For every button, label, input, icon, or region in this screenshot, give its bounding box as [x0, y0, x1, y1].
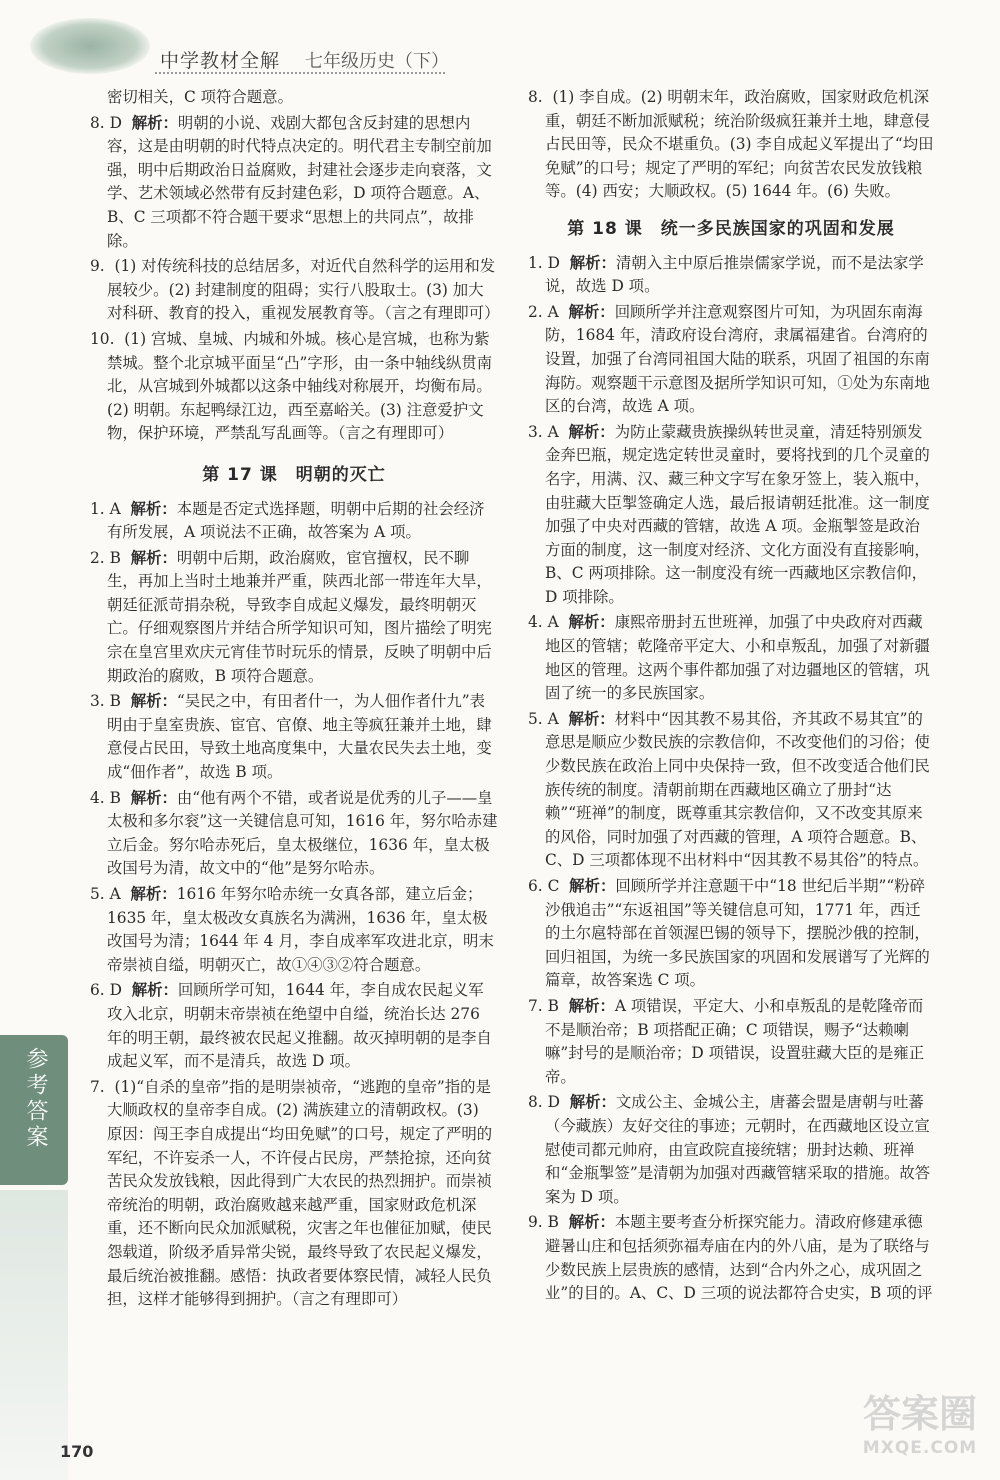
analysis-label: 解析： — [569, 253, 616, 272]
analysis-label: 解析： — [130, 885, 177, 903]
answer-item — [90, 787, 498, 881]
answer-text: (1) 李自成。(2) 明朝末年，政治腐败，国家财政危机深重，朝廷不断加派赋税；统治阶级疯狂兼并土地，肆意侵占民田等，民众不堪重负。(3) 李自成起义军提出了“均田免赋”的口号；规定了严明的军纪；向贫苦农民发放钱粮等。(4) 西安；大顺政权。(5) 1644 年。(6) 失败。 — [545, 88, 934, 201]
analysis-label: 解析： — [569, 877, 616, 895]
answer-number: 9. — [90, 257, 105, 276]
page-header — [0, 0, 1000, 82]
answer-item — [90, 255, 498, 326]
answer-text: 清朝入主中原后推崇儒家学说，而不是法家学说，故选 D 项。 — [545, 253, 924, 296]
answer-item — [90, 112, 498, 254]
answer-text: 本题是否定式选择题，明朝中后期的社会经济有所发展，A 项说法不正确，故答案为 A 项。 — [107, 499, 485, 542]
section-tab-label: 参考答案 — [23, 1047, 48, 1151]
answer-item — [528, 301, 934, 419]
answer-item — [528, 708, 934, 873]
analysis-label: 解析： — [568, 1213, 615, 1232]
side-decoration — [0, 1190, 68, 1480]
analysis-label: 解析： — [568, 422, 615, 441]
answer-item — [90, 498, 498, 545]
answer-text: (1)“自杀的皇帝”指的是明崇祯帝，“逃跑的皇帝”指的是大顺政权的皇帝李自成。(2) 满族建立的清朝政权。(3) 原因：闯王李自成提出“均田免赋”的口号，规定了严明的军纪，不许妄杀一人，不许侵占民房，严禁抢掠，还向贫苦民众发放钱粮，因此得到广大农民的热烈拥护。而崇祯帝统治的明朝，政治腐败越来越严重，国家财政危机深重，还不断向民众加派赋税，灾害之年也催征加赋，使民怨载道，阶级矛盾异常尖锐，最终导致了农民起义爆发，最后统治被推翻。感悟：执政者要体察民情，减轻人民负担，这样才能够得到拥护。（言之有理即可） — [107, 1077, 493, 1309]
answer-number: 4. B — [90, 788, 121, 807]
answer-text: 康熙帝册封五世班禅，加强了中央政府对西藏地区的管辖；乾隆帝平定大、小和卓叛乱，加强了对新疆地区的管理。这两个事件都加强了对边疆地区的管辖，巩固了统一的多民族国家。 — [545, 613, 930, 703]
analysis-label: 解析： — [130, 692, 177, 711]
answer-item — [90, 1076, 498, 1312]
book-subtitle: 七年级历史（下） — [305, 51, 449, 72]
book-title: 中学教材全解 — [160, 50, 281, 72]
right-top-answers — [528, 86, 934, 204]
answer-number: 8. D — [528, 1093, 560, 1112]
answer-text: 本题主要考查分析探究能力。清政府修建承德避暑山庄和包括须弥福寿庙在内的外八庙，是为了联络与少数民族上层贵族的感情，达到“合内外之心，成巩固之业”的目的。A、C、D 三项的说法都符合史实，B 项的评 — [545, 1213, 933, 1303]
answer-item — [528, 86, 934, 204]
answer-number: 3. B — [90, 692, 121, 711]
answer-number: 10. — [90, 329, 115, 348]
answer-item — [528, 995, 934, 1089]
answer-item — [90, 86, 498, 110]
answer-text: A 项错误，平定大、小和卓叛乱的是乾隆帝而不是顺治帝；B 项搭配正确；C 项错误，赐予“达赖喇嘛”封号的是顺治帝；D 项错误，设置驻藏大臣的是雍正帝。 — [545, 996, 925, 1086]
analysis-label: 解析： — [568, 613, 615, 632]
answer-text: (1) 对传统科技的总结居多，对近代自然科学的运用和发展较少。(2) 封建制度的阻碍；实行八股取士。(3) 加大对科研、教育的投入，重视发展教育等。（言之有理即可） — [107, 257, 500, 323]
answer-number: 1. D — [528, 253, 560, 272]
analysis-label: 解析： — [569, 1093, 616, 1112]
answer-text: 1616 年努尔哈赤统一女真各部，建立后金；1635 年，皇太极改女真族名为满洲，1636 年，皇太极改国号为清；1644 年 4 月，李自成率军攻进北京，明末帝崇祯自缢，明朝灭亡，故①④③②符合题意。 — [107, 885, 494, 974]
answer-item — [528, 252, 934, 299]
answer-text: 由“他有两个不错，或者说是优秀的儿子——皇太极和多尔衮”这一关键信息可知，1616 年，努尔哈赤建立后金。努尔哈赤死后，皇太极继位，1636 年，皇太极改国号为清，故文中的“他”是努尔哈赤。 — [107, 788, 498, 878]
lesson-18-title: 第 18 课 统一多民族国家的巩固和发展 — [567, 218, 895, 239]
header-divider — [155, 72, 445, 74]
analysis-label: 解析： — [568, 709, 615, 728]
left-top-answers — [90, 86, 498, 446]
answer-text: 密切相关，C 项符合题意。 — [107, 88, 293, 106]
answer-number: 2. A — [528, 302, 559, 321]
lesson-18-answers — [528, 252, 934, 1306]
analysis-label: 解析： — [131, 981, 178, 1000]
answer-number: 2. B — [90, 548, 121, 567]
answer-text: 明朝的小说、戏剧大都包含反封建的思想内容，这是由明朝的时代特点决定的。明代君主专制空前加强，明中后期政治日益腐败，封建社会逐步走向衰落，文学、艺术领域必然带有反封建色彩，D 项符合题意。A、B、C 三项都不符合题干要求“思想上的共同点”，故排除。 — [107, 113, 492, 250]
right-column — [528, 86, 934, 1308]
lesson-17-title: 第 17 课 明朝的灭亡 — [202, 464, 386, 485]
answer-text: 文成公主、金城公主，唐蕃会盟是唐朝与吐蕃（今藏族）友好交往的事迹；元朝时，在西藏地区设立宣慰使司都元帅府，由宣政院直接统辖；册封达赖、班禅和“金瓶掣签”是清朝为加强对西藏管辖采取的措施。故答案为 D 项。 — [545, 1093, 931, 1206]
answer-item — [90, 690, 498, 784]
answer-text: (1) 宫城、皇城、内城和外城。核心是宫城，也称为紫禁城。整个北京城平面呈“凸”字形，由一条中轴线纵贯南北，从宫城到外城都以这条中轴线对称展开，均衡布局。(2) 明朝。东起鸭绿江边，西至嘉峪关。(3) 注意爱护文物，保护环境，严禁乱写乱画等。（言之有理即可） — [107, 329, 493, 443]
watermark-logo — [845, 1390, 995, 1474]
page-number: 170 — [60, 1442, 94, 1461]
answer-number: 5. A — [90, 885, 121, 903]
answer-number: 6. C — [528, 877, 560, 895]
lesson-17-answers — [90, 498, 498, 1312]
analysis-label: 解析： — [131, 113, 178, 132]
answer-section-tab — [0, 1035, 68, 1185]
analysis-label: 解析： — [568, 996, 615, 1015]
answer-item — [528, 875, 934, 993]
left-column — [90, 86, 498, 1314]
answer-number: 4. A — [528, 613, 559, 632]
answer-number: 9. B — [528, 1213, 559, 1232]
answer-text: 回顾所学可知，1644 年，李自成农民起义军攻入北京，明朝末帝崇祯在绝望中自缢，统治长达 276 年的明王朝，最终被农民起义推翻。故灭掉明朝的是李自成起义军，而不是清兵，故选 D 项。 — [107, 981, 492, 1071]
answer-item — [90, 979, 498, 1073]
answer-number: 8. — [528, 88, 543, 106]
answer-text: 回顾所学并注意题干中“18 世纪后半期”“粉碎沙俄追击”“东返祖国”等关键信息可知，1771 年，西迁的土尔扈特部在首领渥巴锡的领导下，摆脱沙俄的控制，回归祖国，为统一多民族国家的巩固和发展谱写了光辉的篇章，故答案选 C 项。 — [545, 877, 930, 990]
watermark-url: MXQE.COM — [862, 1438, 978, 1458]
answer-item — [528, 421, 934, 610]
answer-text: 回顾所学并注意观察图片可知，为巩固东南海防，1684 年，清政府设台湾府，隶属福建省。台湾府的设置，加强了台湾同祖国大陆的联系，巩固了祖国的东南海防。观察题干示意图及据所学知识可知，①处为东南地区的台湾，故选 A 项。 — [545, 302, 930, 416]
answer-number: 6. D — [90, 981, 122, 1000]
answer-text: 材料中“因其教不易其俗，齐其政不易其宜”的意思是顺应少数民族的宗教信仰，不改变他们的习俗；使少数民族在政治上同中央保持一致，但不改变适合他们民族传统的制度。清朝前期在西藏地区确立了册封“达赖”“班禅”的制度，既尊重其宗教信仰，又不改变其原来的风俗，同时加强了对西藏的管理，A 项符合题意。B、C、D 三项都体现不出材料中“因其教不易其俗”的特点。 — [545, 709, 930, 870]
answer-item — [528, 1091, 934, 1209]
answer-number: 5. A — [528, 709, 559, 728]
answer-text: 明朝中后期，政治腐败，宦官擅权，民不聊生，再加上当时土地兼并严重，陕西北部一带连年大旱，朝廷征派苛捐杂税，导致李自成起义爆发，最终明朝灭亡。仔细观察图片并结合所学知识可知，图片描绘了明宪宗在皇宫里欢庆元宵佳节时玩乐的情景，反映了明朝中后期政治的腐败，B 项符合题意。 — [107, 548, 492, 685]
book-logo-icon — [30, 18, 150, 74]
watermark-text: 答案圈 — [862, 1392, 977, 1436]
answer-number: 7. — [90, 1077, 105, 1096]
answer-item — [90, 883, 498, 977]
analysis-label: 解析： — [130, 788, 177, 807]
analysis-label: 解析： — [130, 499, 177, 518]
answer-text: 为防止蒙藏贵族操纵转世灵童，清廷特别颁发金奔巴瓶，规定选定转世灵童时，要将找到的几个灵童的名字，用满、汉、藏三种文字写在象牙签上，装入瓶中，由驻藏大臣掣签确定人选，最后报请朝廷批准。这一制度加强了中央对西藏的管辖，故选 A 项。金瓶掣签是政治方面的制度，这一制度对经济、文化方面没有直接影响，B、C 两项排除。这一制度没有统一西藏地区宗教信仰，D 项排除。 — [545, 422, 930, 606]
answer-number: 7. B — [528, 996, 559, 1015]
answer-text: “吴民之中，有田者什一，为人佃作者什九”表明由于皇室贵族、宦官、官僚、地主等疯狂兼并土地，肆意侵占民田，导致土地高度集中，大量农民失去土地，变成“佃作者”，故选 B 项。 — [107, 692, 492, 782]
answer-number: 1. A — [90, 499, 121, 518]
answer-item — [528, 611, 934, 705]
answer-number: 8. D — [90, 113, 122, 132]
answer-number: 3. A — [528, 422, 559, 441]
answer-item — [528, 1211, 934, 1305]
answer-item — [90, 328, 498, 446]
answer-item — [90, 547, 498, 689]
analysis-label: 解析： — [130, 548, 177, 567]
analysis-label: 解析： — [568, 302, 615, 321]
